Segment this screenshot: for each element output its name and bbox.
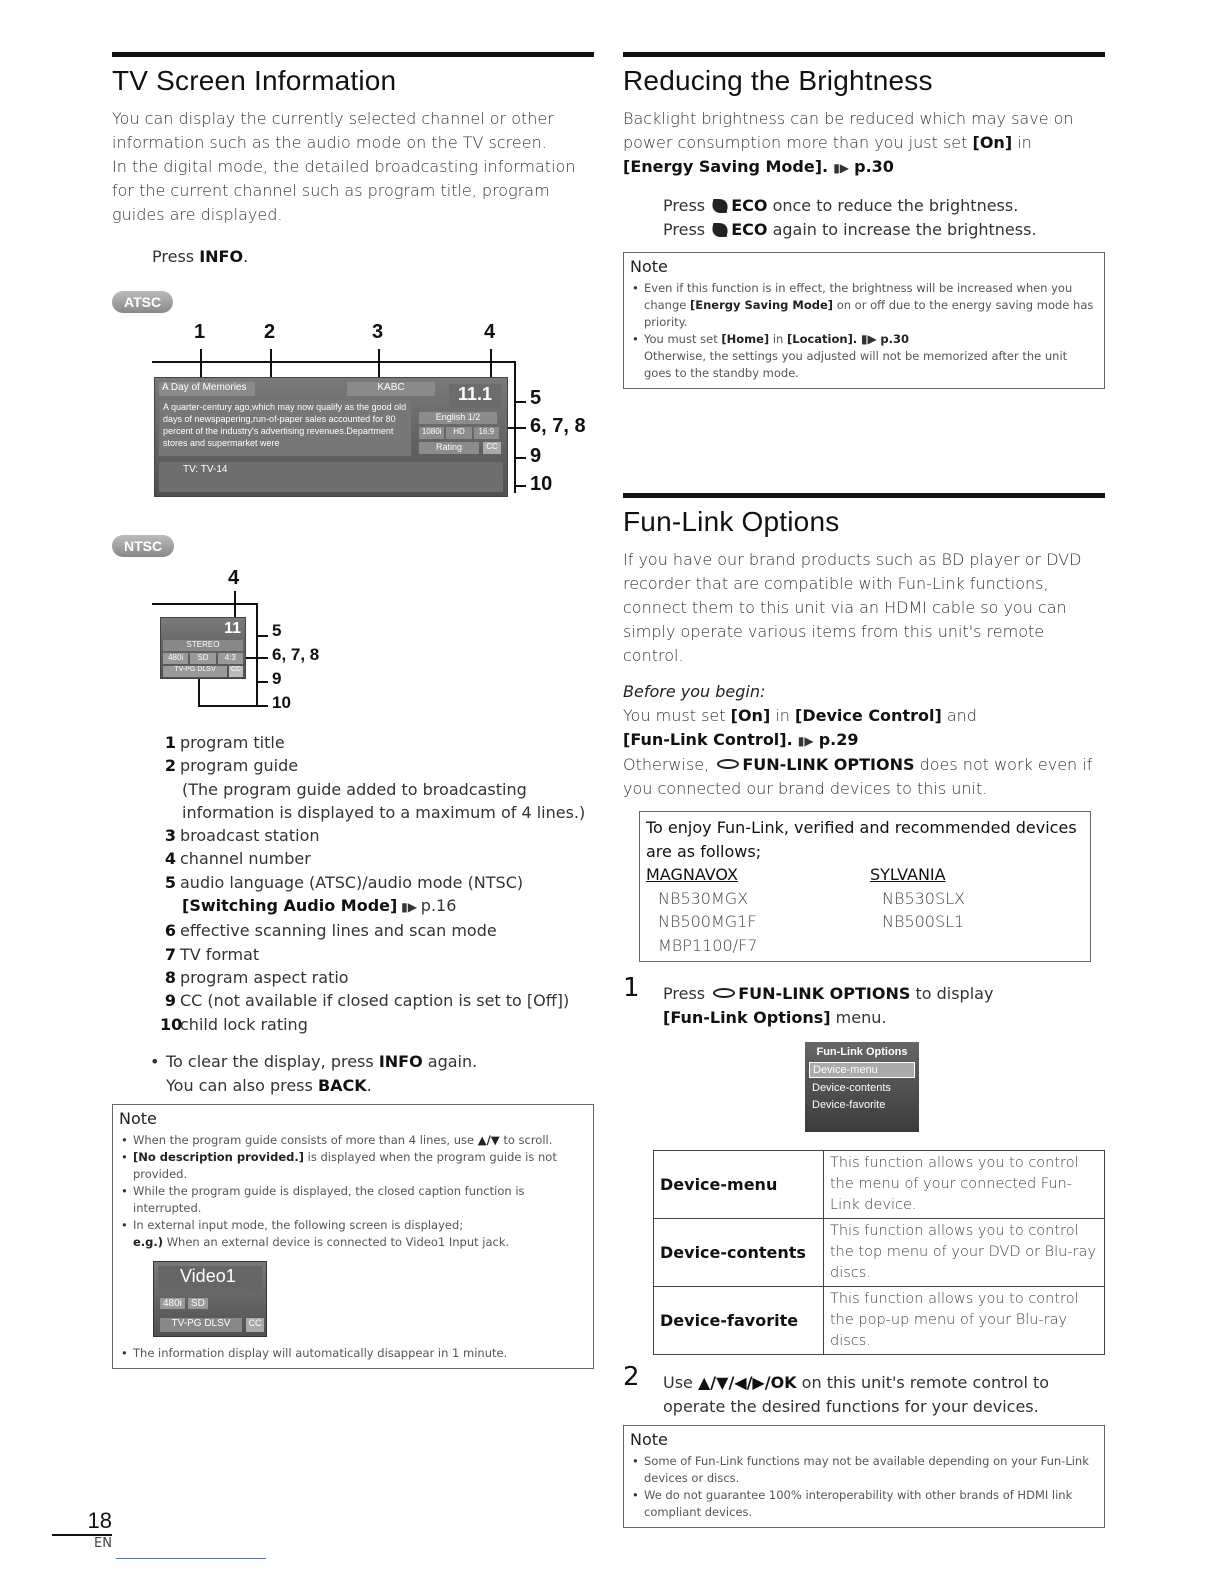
eco-leaf-icon: [711, 223, 730, 237]
channel-number-field: 11.1: [449, 384, 501, 408]
table-row: [654, 1219, 1105, 1287]
ntsc-callout-10: 10: [272, 693, 291, 712]
funlink-functions-table: [653, 1150, 1105, 1355]
ntsc-callout-5: 5: [272, 621, 282, 640]
menu-item-device-menu[interactable]: Device-menu: [809, 1062, 915, 1078]
fun-link-icon: [713, 988, 735, 998]
note-item: • Some of Fun-Link functions may not be available depending on your Fun-Link devices or discs.: [630, 1453, 1098, 1487]
tv-screen-info-section: [112, 52, 594, 1369]
funlink-options-menu: [805, 1042, 919, 1132]
callout-3: 3: [372, 321, 384, 343]
legend-item: 1 program title: [164, 733, 285, 752]
menu-item-device-contents[interactable]: Device-contents: [812, 1082, 891, 1094]
ntsc-rating: TV-PG DLSV: [163, 666, 227, 677]
note-item: • [No description provided.] is displayed when the program guide is not provided.: [119, 1149, 587, 1183]
atsc-diagram: [112, 291, 594, 521]
fun-link-icon: [717, 759, 739, 769]
legend-item: 2 program guide: [164, 756, 299, 776]
legend-item: (The program guide added to broadcasting: [182, 779, 527, 799]
device-model: NB530MGX: [658, 888, 749, 908]
ntsc-info-screen: 11 STEREO 480i SD 4:3 TV-PG DLSV CC: [160, 617, 246, 679]
intro-line-2: In the digital mode, the detailed broadcasting information for the current channel such as program title, program guides are displayed.: [112, 157, 576, 224]
callout-legend: [160, 731, 594, 1036]
note-item: • You must set [Home] in [Location]. ▮▶ p.30 Otherwise, the settings you adjusted will not be memorized after the unit goes to the standby mode.: [630, 331, 1098, 382]
legend-item: 10child lock rating: [160, 1014, 308, 1034]
step-1: 1 Press FUN-LINK OPTIONS to display [Fun-Link Options] menu.: [623, 973, 994, 1027]
eco-instructions: Press ECO once to reduce the brightness. Press ECO again to increase the brightness.: [663, 196, 1037, 239]
function-description: This function allows you to control the pop-up menu of your Blu-ray discs.: [824, 1287, 1105, 1355]
function-name: Device-menu: [654, 1151, 824, 1219]
callout-5: 5: [530, 387, 542, 409]
function-name: Device-favorite: [654, 1287, 824, 1355]
callout-9: 9: [530, 445, 542, 467]
atsc-info-screen: [154, 377, 508, 497]
device-model: NB500SL1: [882, 912, 965, 931]
ntsc-badge: NTSC: [112, 535, 174, 557]
program-title-field: A Day of Memories: [159, 382, 255, 396]
legend-item: information is displayed to a maximum of 4 lines.): [182, 802, 586, 822]
legend-item: 4 channel number: [164, 849, 311, 869]
section-rule: [112, 52, 594, 57]
note-item: • We do not guarantee 100% interoperability with other brands of HDMI link compliant devices.: [630, 1487, 1098, 1521]
funlink-section: [623, 493, 1105, 1528]
intro-line-1: You can display the currently selected channel or other information such as the audio mode on the TV screen.: [112, 109, 554, 152]
ntsc-diagram: [112, 535, 594, 731]
language-code: EN: [94, 1536, 112, 1551]
function-description: This function allows you to control the top menu of your DVD or Blu-ray discs.: [824, 1219, 1105, 1287]
tv-info-note: [112, 1104, 594, 1369]
legend-item: [Switching Audio Mode] ▮▶ p.16: [182, 896, 457, 916]
device-model: NB500MG1F: [658, 912, 757, 931]
atsc-badge: ATSC: [112, 291, 173, 313]
tv-rating-field: TV: TV-14: [159, 462, 503, 492]
scan-format-row: 1080i HD 16:9: [419, 427, 499, 439]
step-2: 2 Use ▲/▼/◀/▶/OK on this unit's remote control to operate the desired functions for your devices.: [623, 1362, 1050, 1416]
menu-title: Fun-Link Options: [816, 1046, 908, 1058]
device-model: MBP1100/F7: [658, 935, 758, 955]
brand-sylvania: SYLVANIA: [870, 865, 946, 884]
function-name: Device-contents: [654, 1219, 824, 1287]
table-row: [654, 1287, 1105, 1355]
function-description: This function allows you to control the menu of your connected Fun-Link device.: [824, 1151, 1105, 1219]
brand-magnavox: MAGNAVOX: [646, 865, 738, 884]
legend-item: 6 effective scanning lines and scan mode: [164, 921, 497, 941]
callout-2: 2: [264, 321, 276, 343]
note-item: • Even if this function is in effect, the brightness will be increased when you change [Energy Saving Mode] on or off due to the energy saving mode has priority.: [630, 280, 1098, 331]
device-model: NB530SLX: [882, 888, 966, 908]
note-item: • The information display will automatically disappear in 1 minute.: [119, 1345, 587, 1362]
section-rule: [623, 493, 1105, 498]
brightness-section: [623, 52, 1105, 389]
cc-field: CC: [483, 442, 501, 454]
note-item: • While the program guide is displayed, the closed caption function is interrupted.: [119, 1183, 587, 1217]
section-rule: [623, 52, 1105, 57]
before-you-begin: Before you begin: You must set [On] in [Device Control] and [Fun-Link Control]. ▮▶ p.29 Otherwise, FUN-LINK OPTIONS does not work even if you connected our brand devices to this unit.: [623, 682, 1093, 798]
ntsc-channel: 11: [224, 620, 241, 637]
footer-divider: [116, 1558, 266, 1559]
brightness-intro: Backlight brightness can be reduced which may save on power consumption more than you just set [On] in [Energy Saving Mode]. ▮▶ p.30: [623, 109, 1074, 176]
table-row: [654, 1151, 1105, 1219]
note-item: • In external input mode, the following screen is displayed; e.g.) When an external device is connected to Video1 Input jack.: [119, 1217, 587, 1251]
info-key: INFO: [199, 247, 244, 266]
note-title: Note: [119, 1108, 157, 1128]
program-guide-field: A quarter-century ago,which may now qualify as the good old days of newspapering,run-of-paper sales accounted for 80 percent of the industry's advertising revenues.Department stores and supermarket were: [159, 400, 411, 456]
legend-item: 8 program aspect ratio: [164, 967, 349, 987]
audio-language-field: English 1/2: [419, 412, 497, 424]
ntsc-callout-6-7-8: 6, 7, 8: [272, 645, 320, 664]
page-ref-arrow-icon: ▮▶: [833, 161, 850, 175]
intro-paragraph: [112, 107, 594, 227]
station-field: KABC: [347, 382, 435, 396]
legend-item: 3 broadcast station: [164, 826, 320, 846]
clear-display-instruction: • To clear the display, press INFO again. You can also press BACK.: [150, 1051, 478, 1095]
legend-item: 5 audio language (ATSC)/audio mode (NTSC): [164, 872, 524, 892]
eco-leaf-icon: [711, 199, 730, 213]
callout-6-7-8: 6, 7, 8: [530, 415, 586, 437]
note-item: • When the program guide consists of more than 4 lines, use ▲/▼ to scroll.: [119, 1132, 587, 1149]
press-info-instruction: Press INFO.: [152, 247, 249, 266]
video1-screen: Video1 480i SD TV-PG DLSV CC: [153, 1261, 267, 1337]
page-number: 18: [52, 1508, 112, 1536]
funlink-intro: If you have our brand products such as BD player or DVD recorder that are compatible with Fun-Link functions, connect them to this unit via an HDMI cable so you can simply operate various items from this unit's remote control.: [623, 550, 1082, 665]
video1-label: Video1: [158, 1266, 262, 1292]
section-title: Reducing the Brightness: [623, 65, 933, 96]
ntsc-callout-4: 4: [228, 567, 240, 589]
brightness-note: Note • Even if this function is in effect, the brightness will be increased when you change [Energy Saving Mode] on or off due to the energy saving mode has priority. • You must set [Home] in [Location]. ▮▶ p.30 Otherwise, the settings you adjusted will not be memorized after the unit goes to the standby mode.: [623, 252, 1105, 389]
recommended-devices-box: To enjoy Fun-Link, verified and recommended devices are as follows; MAGNAVOX NB530MGX NB500MG1F MBP1100/F7 SYLVANIA NB530SLX NB500SL1: [639, 811, 1091, 962]
ntsc-callout-9: 9: [272, 669, 282, 688]
page-ref-arrow-icon: ▮▶: [397, 900, 421, 915]
callout-4: 4: [484, 321, 496, 343]
ntsc-audio: STEREO: [163, 640, 243, 651]
legend-item: 7 TV format: [164, 944, 260, 964]
menu-item-device-favorite[interactable]: Device-favorite: [812, 1099, 886, 1111]
ntsc-cc: CC: [229, 666, 243, 677]
callout-10: 10: [530, 473, 553, 495]
rating-field: Rating: [419, 442, 479, 454]
section-title: TV Screen Information: [112, 65, 397, 96]
section-title: Fun-Link Options: [623, 506, 840, 537]
legend-item: 9 CC (not available if closed caption is set to [Off]): [164, 991, 570, 1011]
callout-1: 1: [194, 321, 206, 343]
funlink-note: Note • Some of Fun-Link functions may not be available depending on your Fun-Link devices or discs. • We do not guarantee 100% interoperability with other brands of HDMI link compliant devices.: [623, 1425, 1105, 1528]
